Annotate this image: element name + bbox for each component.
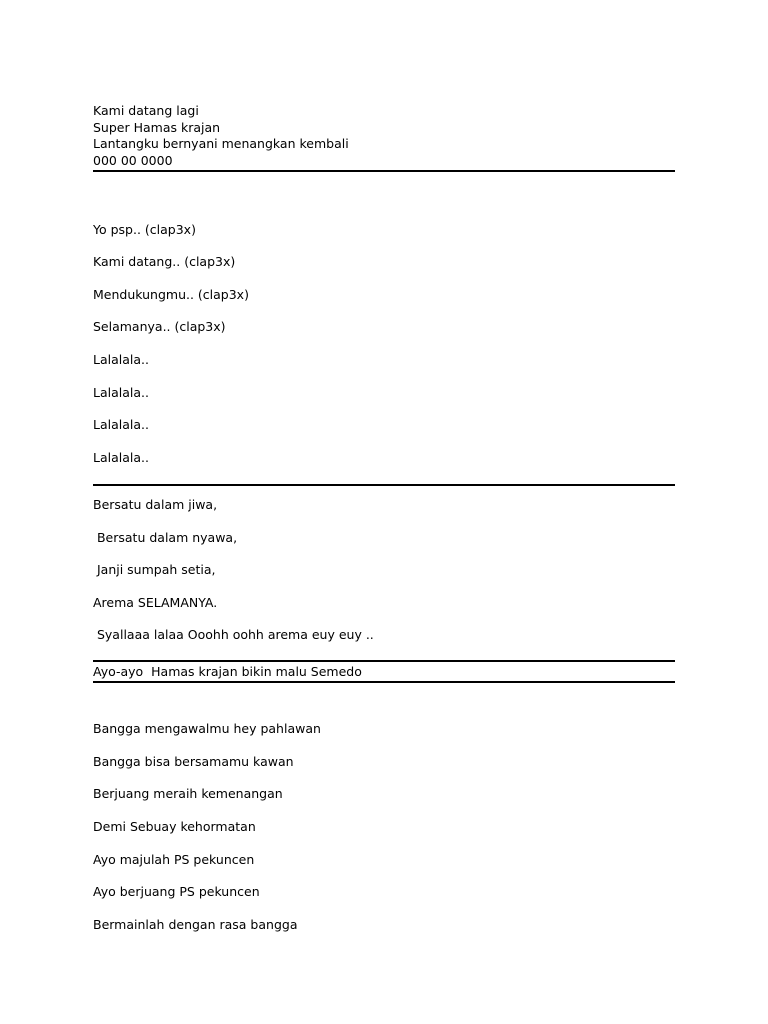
header-line-1: Kami datang lagi	[93, 103, 199, 118]
boxed-line: Ayo-ayo Hamas krajan bikin malu Semedo	[93, 664, 362, 679]
lyric-line: Lalalala..	[93, 352, 149, 367]
horizontal-rule	[93, 484, 675, 486]
lyric-line: Janji sumpah setia,	[93, 562, 216, 577]
header-line-4: 000 00 0000	[93, 152, 173, 168]
horizontal-rule	[93, 170, 675, 172]
lyric-line: Bangga mengawalmu hey pahlawan	[93, 721, 321, 736]
header-line-2: Super Hamas krajan	[93, 119, 221, 135]
lyric-line: Arema SELAMANYA.	[93, 595, 218, 610]
lyric-line: Ayo berjuang PS pekuncen	[93, 884, 260, 899]
header-line-3: Lantangku bernyani menangkan kembali	[93, 136, 349, 151]
lyric-line: Selamanya.. (clap3x)	[93, 319, 226, 334]
lyric-line: Bersatu dalam nyawa,	[93, 530, 238, 545]
lyric-line: Bangga bisa bersamamu kawan	[93, 754, 294, 769]
lyric-line: Bermainlah dengan rasa bangga	[93, 917, 298, 932]
lyric-line: Bersatu dalam jiwa,	[93, 497, 218, 512]
horizontal-rule	[93, 681, 675, 683]
lyric-line: Lalalala..	[93, 417, 149, 432]
lyric-line: Berjuang meraih kemenangan	[93, 786, 283, 801]
lyric-line: Yo psp.. (clap3x)	[93, 222, 196, 237]
lyric-line: Ayo majulah PS pekuncen	[93, 852, 255, 867]
lyric-line: Mendukungmu.. (clap3x)	[93, 287, 249, 302]
horizontal-rule	[93, 660, 675, 662]
lyric-line: Lalalala..	[93, 450, 149, 465]
lyric-line: Demi Sebuay kehormatan	[93, 819, 256, 834]
lyric-line: Kami datang.. (clap3x)	[93, 254, 236, 269]
lyric-line: Syallaaa lalaa Ooohh oohh arema euy euy ..	[93, 627, 374, 642]
header-block	[93, 103, 675, 169]
lyric-line: Lalalala..	[93, 385, 149, 400]
